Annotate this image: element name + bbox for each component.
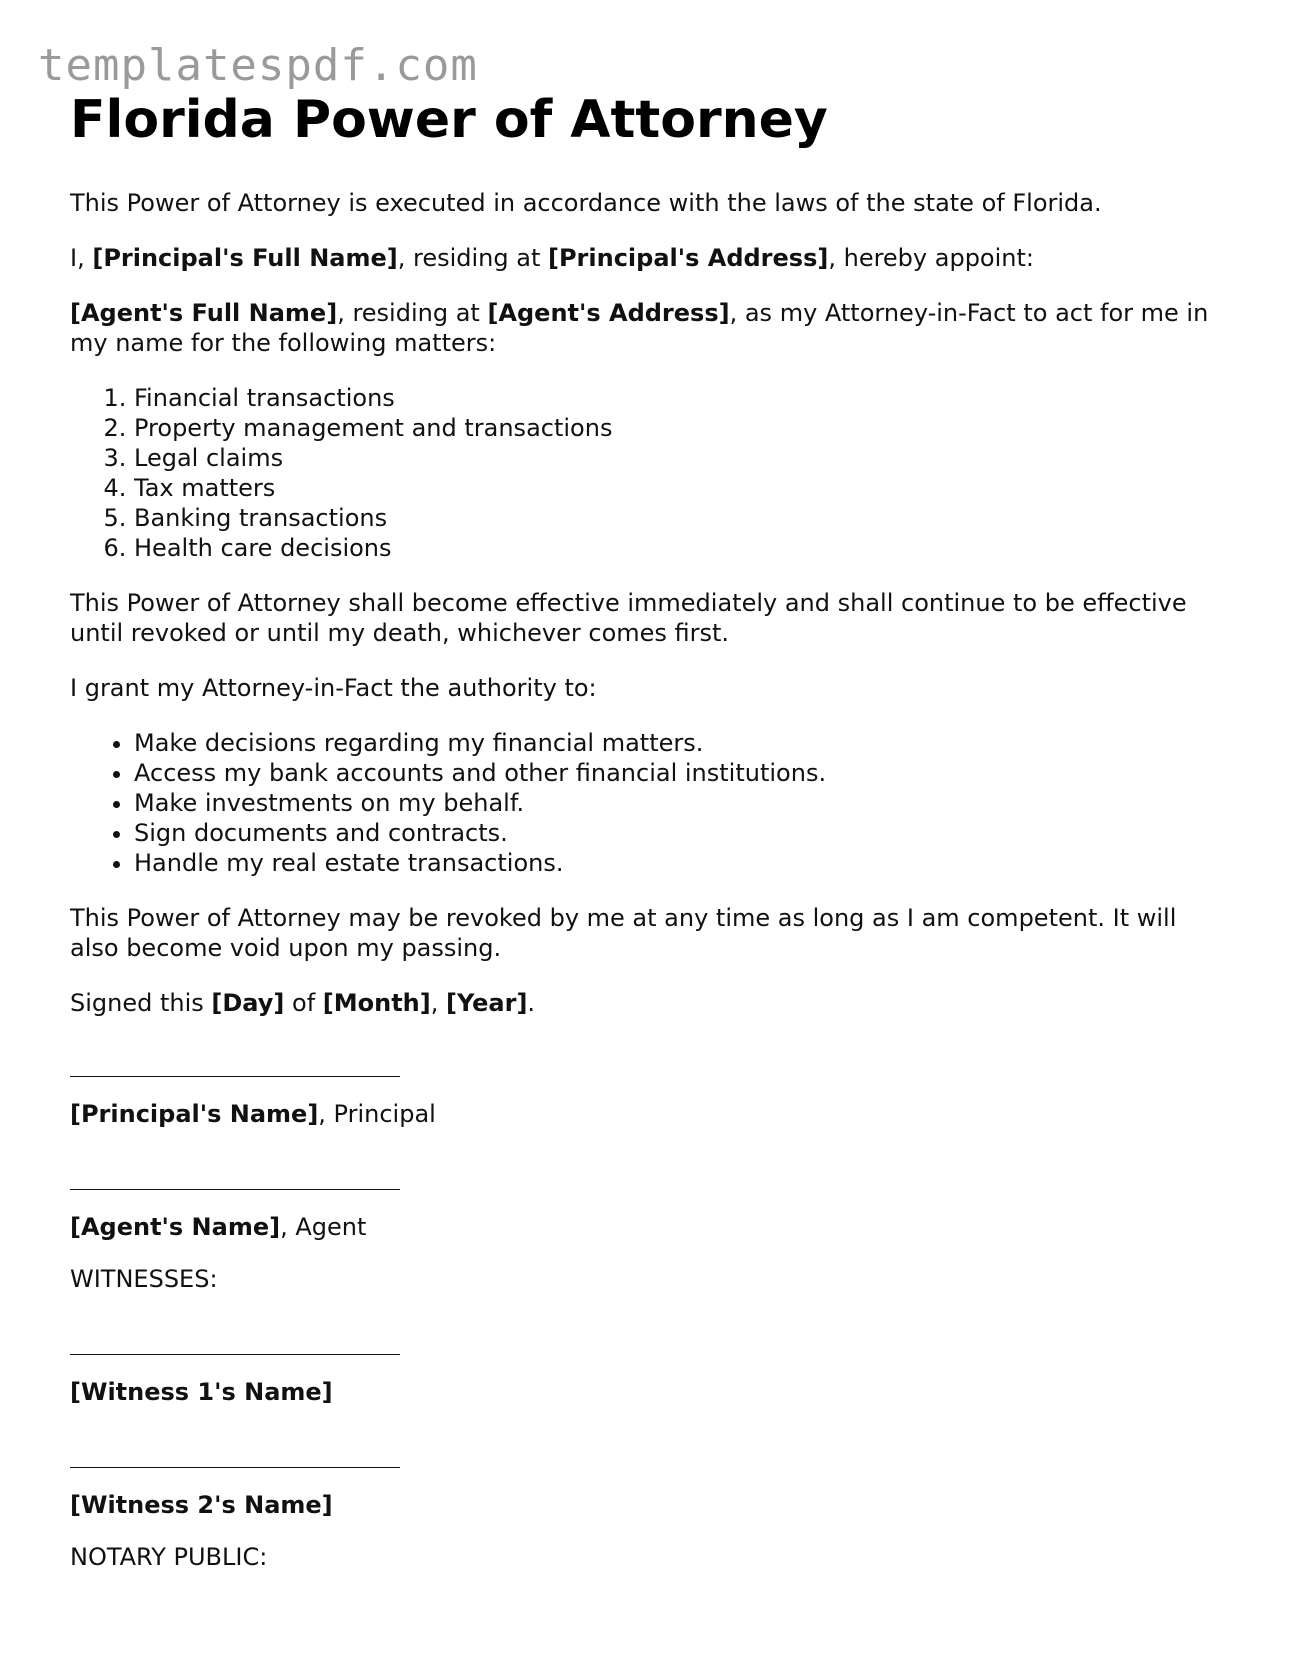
revocation-paragraph: This Power of Attorney may be revoked by me at any time as long as I am competent. It will also become void upon my passing. <box>70 904 1177 962</box>
signed-end: . <box>527 989 536 1017</box>
list-item: • Make decisions regarding my financial matters. <box>134 728 1210 758</box>
signed-comma: , <box>430 989 446 1017</box>
appoint-suffix: , hereby appoint: <box>828 244 1034 272</box>
signed-of: of <box>284 989 323 1017</box>
agent-full-name-placeholder: [Agent's Full Name] <box>70 299 338 327</box>
principal-signature-line <box>70 1056 400 1077</box>
witness2-signature-line <box>70 1447 400 1468</box>
day-placeholder: [Day] <box>211 989 285 1017</box>
list-item: 5. Banking transactions <box>134 503 1210 533</box>
appoint-prefix: I, <box>70 244 93 272</box>
list-item: 1. Financial transactions <box>134 383 1210 413</box>
principal-signature-label <box>70 1099 1210 1129</box>
signed-date-line <box>70 988 1210 1018</box>
principal-address-placeholder: [Principal's Address] <box>548 244 829 272</box>
agent-name-placeholder: [Agent's Name] <box>70 1213 281 1241</box>
list-item: • Make investments on my behalf. <box>134 788 1210 818</box>
principal-name-placeholder: [Principal's Name] <box>70 1100 319 1128</box>
principal-full-name-placeholder: [Principal's Full Name] <box>92 244 398 272</box>
witness1-signature-line <box>70 1334 400 1355</box>
intro-paragraph: This Power of Attorney is executed in accordance with the laws of the state of Florida. <box>70 189 1102 217</box>
witness2-name-placeholder: [Witness 2's Name] <box>70 1491 333 1519</box>
witness1-name-placeholder: [Witness 1's Name] <box>70 1378 333 1406</box>
agent-signature-line <box>70 1169 400 1190</box>
witnesses-heading: WITNESSES: <box>70 1265 218 1293</box>
watermark: templatespdf.com <box>38 40 478 91</box>
year-placeholder: [Year] <box>445 989 528 1017</box>
grant-intro: I grant my Attorney-in-Fact the authority to: <box>70 674 597 702</box>
list-item: • Access my bank accounts and other financial institutions. <box>134 758 1210 788</box>
witness2-signature-label <box>70 1490 1210 1520</box>
list-item: 6. Health care decisions <box>134 533 1210 563</box>
principal-role: , Principal <box>318 1100 436 1128</box>
appointment-paragraph <box>70 243 1210 273</box>
signed-prefix: Signed this <box>70 989 212 1017</box>
list-item: • Sign documents and contracts. <box>134 818 1210 848</box>
list-item: 4. Tax matters <box>134 473 1210 503</box>
notary-heading: NOTARY PUBLIC: <box>70 1543 268 1571</box>
list-item: 2. Property management and transactions <box>134 413 1210 443</box>
document-page <box>70 88 1210 1572</box>
agent-address-placeholder: [Agent's Address] <box>487 299 730 327</box>
list-item: • Handle my real estate transactions. <box>134 848 1210 878</box>
authorities-list <box>70 728 1210 878</box>
agent-suffix: , as my Attorney-in-Fact to act for me in my name for the following matters: <box>70 299 1209 357</box>
appoint-mid: , residing at <box>397 244 548 272</box>
witness1-signature-label <box>70 1377 1210 1407</box>
document-title: Florida Power of Attorney <box>70 90 828 150</box>
agent-mid: , residing at <box>337 299 488 327</box>
agent-paragraph <box>70 298 1210 358</box>
matters-list <box>70 383 1210 563</box>
effective-paragraph: This Power of Attorney shall become effective immediately and shall continue to be effective until revoked or until my death, whichever comes first. <box>70 589 1187 647</box>
list-item: 3. Legal claims <box>134 443 1210 473</box>
month-placeholder: [Month] <box>322 989 431 1017</box>
agent-role: , Agent <box>280 1213 367 1241</box>
agent-signature-label <box>70 1212 1210 1242</box>
